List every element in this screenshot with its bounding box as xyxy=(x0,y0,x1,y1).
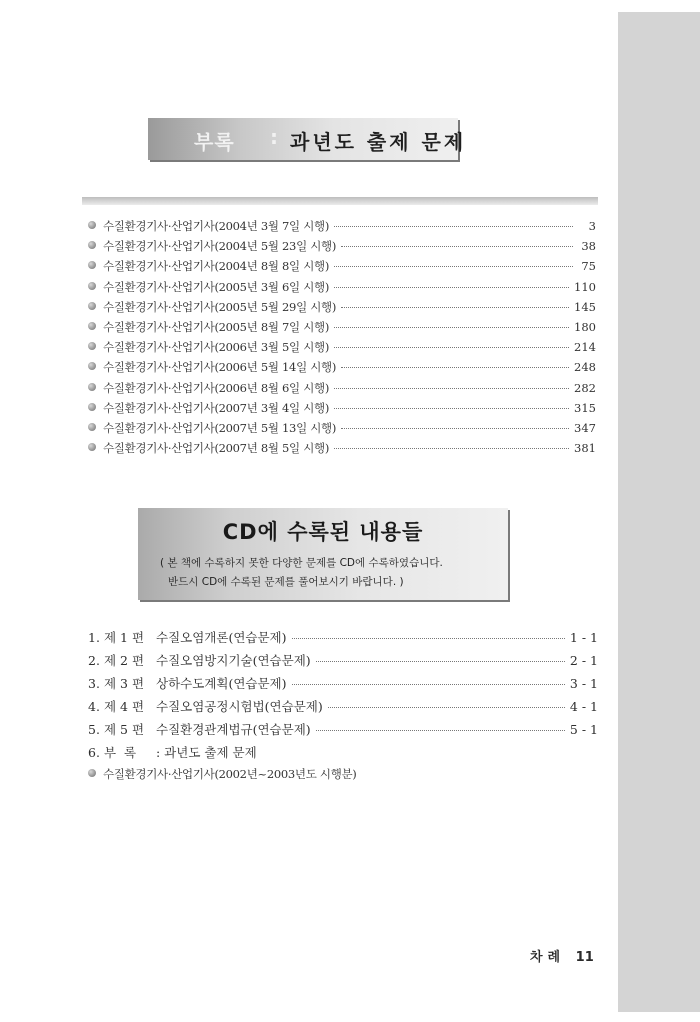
toc-entry-label: 수질환경기사·산업기사(2004년 8월 8일 시행) xyxy=(103,259,330,274)
bullet-icon xyxy=(88,769,96,777)
leader-dots xyxy=(334,347,569,348)
bullet-icon xyxy=(88,383,96,391)
cd-appendix-subitem-label: 수질환경기사·산업기사(2002년~2003년도 시행분) xyxy=(103,767,357,781)
cd-list-item[interactable] xyxy=(88,720,598,743)
toc-entry-label: 수질환경기사·산업기사(2007년 8월 5일 시행) xyxy=(103,441,330,456)
toc-entry-label: 수질환경기사·산업기사(2004년 3월 7일 시행) xyxy=(103,219,330,233)
cd-contents-banner xyxy=(138,508,508,600)
leader-dots xyxy=(334,388,569,389)
toc-entry[interactable] xyxy=(88,238,596,258)
cd-item-page: 5 - 1 xyxy=(569,722,598,737)
leader-dots xyxy=(341,307,569,308)
leader-dots xyxy=(341,246,573,247)
toc-entry-page: 75 xyxy=(581,259,596,274)
toc-entry[interactable] xyxy=(88,299,596,319)
cd-item-number: 5. xyxy=(88,722,100,737)
toc-entry-page: 381 xyxy=(574,441,596,456)
bullet-icon xyxy=(88,423,96,431)
leader-dots xyxy=(328,707,565,708)
appendix-colon: : xyxy=(270,125,278,149)
bullet-icon xyxy=(88,443,96,451)
leader-dots xyxy=(316,661,565,662)
toc-entry[interactable] xyxy=(88,440,596,460)
bullet-icon xyxy=(88,221,96,229)
toc-entry-page: 110 xyxy=(574,279,596,294)
toc-entry[interactable] xyxy=(88,400,596,420)
cd-list-item-appendix[interactable] xyxy=(88,743,598,766)
toc-entry-label: 수질환경기사·산업기사(2005년 5월 29일 시행) xyxy=(103,299,337,314)
bullet-icon xyxy=(88,362,96,370)
bullet-icon xyxy=(88,342,96,350)
cd-item-name: 수질오염개론(연습문제) xyxy=(156,630,287,645)
cd-note-line2: 반드시 CD에 수록된 문제를 풀어보시기 바랍니다. ) xyxy=(168,576,404,588)
cd-item-part: 부 록 xyxy=(104,745,137,760)
cd-item-part: 제 3 편 xyxy=(104,676,145,691)
cd-item-page: 1 - 1 xyxy=(569,630,598,645)
cd-list-item[interactable] xyxy=(88,651,598,674)
footer-section-label: 차례 xyxy=(530,950,566,965)
toc-entry-page: 180 xyxy=(574,319,596,334)
toc-entry[interactable] xyxy=(88,420,596,440)
cd-list-item[interactable] xyxy=(88,674,598,697)
cd-note xyxy=(160,554,500,592)
toc-entry-label: 수질환경기사·산업기사(2006년 8월 6일 시행) xyxy=(103,380,330,395)
leader-dots xyxy=(341,428,569,429)
appendix-toc-list xyxy=(88,218,596,460)
toc-entry-label: 수질환경기사·산업기사(2006년 3월 5일 시행) xyxy=(103,340,330,355)
toc-entry-page: 38 xyxy=(581,239,596,254)
page-footer xyxy=(530,946,594,965)
footer-page-number: 11 xyxy=(575,950,594,965)
bullet-icon xyxy=(88,302,96,310)
cd-item-part: 제 5 편 xyxy=(104,722,145,737)
cd-appendix-subitem[interactable] xyxy=(88,766,598,788)
cd-item-part: 제 4 편 xyxy=(104,699,145,714)
section-divider xyxy=(82,197,598,205)
cd-note-line1: ( 본 책에 수록하지 못한 다양한 문제를 CD에 수록하였습니다. xyxy=(160,557,443,569)
side-margin-strip xyxy=(618,12,700,1012)
bullet-icon xyxy=(88,403,96,411)
appendix-title: 과년도 출제 문제 xyxy=(290,130,467,154)
cd-item-number: 2. xyxy=(88,653,100,668)
cd-item-page: 3 - 1 xyxy=(569,676,598,691)
cd-item-part: 제 2 편 xyxy=(104,653,145,668)
toc-entry[interactable] xyxy=(88,218,596,238)
leader-dots xyxy=(334,448,569,449)
bullet-icon xyxy=(88,241,96,249)
cd-item-number: 4. xyxy=(88,699,100,714)
leader-dots xyxy=(316,730,565,731)
cd-contents-list xyxy=(88,628,598,788)
cd-item-name: 수질환경관계법규(연습문제) xyxy=(156,722,311,737)
cd-item-page: 4 - 1 xyxy=(569,699,598,714)
toc-entry-label: 수질환경기사·산업기사(2004년 5월 23일 시행) xyxy=(103,239,337,254)
cd-item-number: 1. xyxy=(88,630,100,645)
toc-entry-page: 3 xyxy=(588,219,596,233)
toc-entry[interactable] xyxy=(88,319,596,339)
cd-list-item[interactable] xyxy=(88,628,598,651)
toc-entry-page: 214 xyxy=(574,340,596,355)
cd-item-name: 수질오염공정시험법(연습문제) xyxy=(156,699,323,714)
toc-entry-label: 수질환경기사·산업기사(2005년 8월 7일 시행) xyxy=(103,319,330,334)
toc-entry[interactable] xyxy=(88,339,596,359)
toc-entry-page: 282 xyxy=(574,380,596,395)
cd-list-item[interactable] xyxy=(88,697,598,720)
toc-entry-label: 수질환경기사·산업기사(2007년 3월 4일 시행) xyxy=(103,400,330,415)
bullet-icon xyxy=(88,261,96,269)
appendix-label: 부록 xyxy=(194,130,235,154)
appendix-title-banner xyxy=(148,118,467,160)
toc-entry-page: 145 xyxy=(574,299,596,314)
cd-item-number: 3. xyxy=(88,676,100,691)
cd-item-part: 제 1 편 xyxy=(104,630,145,645)
toc-entry-page: 248 xyxy=(574,360,596,375)
toc-entry[interactable] xyxy=(88,258,596,278)
cd-item-page: 2 - 1 xyxy=(569,653,598,668)
toc-entry-page: 315 xyxy=(574,400,596,415)
toc-entry[interactable] xyxy=(88,380,596,400)
toc-entry[interactable] xyxy=(88,359,596,379)
leader-dots xyxy=(334,226,573,227)
leader-dots xyxy=(341,367,569,368)
toc-entry-label: 수질환경기사·산업기사(2006년 5월 14일 시행) xyxy=(103,360,337,375)
leader-dots xyxy=(334,266,573,267)
cd-item-name: : 과년도 출제 문제 xyxy=(156,745,257,760)
toc-entry[interactable] xyxy=(88,279,596,299)
leader-dots xyxy=(334,287,569,288)
leader-dots xyxy=(292,684,565,685)
cd-item-name: 상하수도계획(연습문제) xyxy=(156,676,287,691)
cd-title: CD에 수록된 내용들 xyxy=(222,520,424,544)
bullet-icon xyxy=(88,282,96,290)
cd-item-number: 6. xyxy=(88,745,100,760)
leader-dots xyxy=(334,327,569,328)
cd-item-name: 수질오염방지기술(연습문제) xyxy=(156,653,311,668)
bullet-icon xyxy=(88,322,96,330)
leader-dots xyxy=(292,638,565,639)
leader-dots xyxy=(334,408,569,409)
toc-entry-page: 347 xyxy=(574,420,596,435)
toc-entry-label: 수질환경기사·산업기사(2005년 3월 6일 시행) xyxy=(103,279,330,294)
toc-entry-label: 수질환경기사·산업기사(2007년 5월 13일 시행) xyxy=(103,420,337,435)
